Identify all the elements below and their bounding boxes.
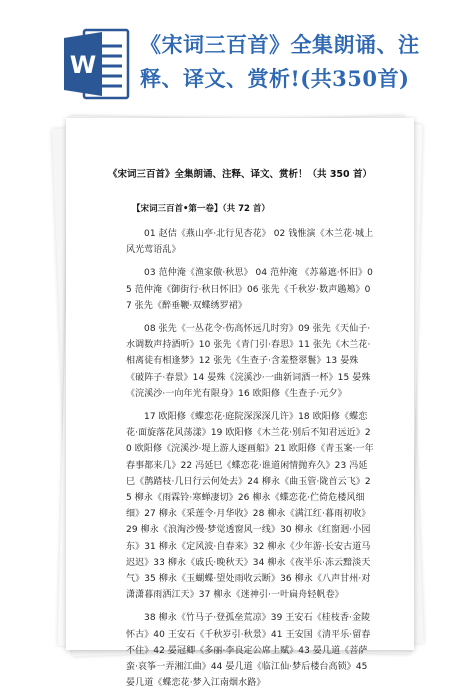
- document-title: 《宋词三百首》全集朗诵、注释、译文、赏析！（共 350 首）: [108, 169, 372, 180]
- section-heading: 【宋词三百首•第一卷】（共 72 首）: [132, 204, 270, 214]
- page-header: [0, 0, 474, 110]
- word-document-icon: [62, 24, 132, 104]
- paragraph: 08 张先《一丛花令·伤高怀远几时穷》09 张先《天仙子·水调数声持酒听》10 张先《青门引·春思》11 张先《木兰花·相离徒有相逢梦》12 张先《生查子·含羞整翠鬟》13 晏殊《破阵子·春景》14 晏殊《浣溪沙·一曲新词酒一杯》15 晏殊《浣溪沙·一向年光有限身》16 欧阳修《生查子·元夕》: [126, 324, 371, 399]
- paragraph: 03 范仲淹《渔家傲·秋思》 04 范仲淹 《苏幕遮·怀旧》05 范仲淹《御街行·秋日怀旧》06 张先《千秋岁·数声鶗鴂》07 张先《醉垂鞭·双蝶绣罗裙》: [126, 268, 373, 311]
- word-icon-letter: W: [69, 51, 97, 79]
- document-body: [126, 226, 374, 698]
- paragraph: 01 赵佶《燕山亭·北行见杏花》 02 钱惟演《木兰花·城上风光莺语乱》: [126, 229, 374, 256]
- document-preview[interactable]: [60, 118, 420, 689]
- paragraph: 38 柳永《竹马子·登孤垒荒凉》39 王安石《桂枝香·金陵怀古》40 王安石《千秋岁引·秋景》41 王安国《清平乐·留春不住》42 晏冠卿《多丽·李良定公席上赋》43 晏几道《菩萨蛮·哀筝一弄湘江曲》44 晏几道《临江仙·梦后楼台高锁》45 晏几道《蝶恋花·梦入江南烟水路》: [126, 613, 371, 689]
- paragraph: 17 欧阳修《蝶恋花·庭院深深深几许》18 欧阳修《蝶恋花·面旋落花风荡漾》19 欧阳修《木兰花·别后不知君远近》20 欧阳修《浣溪沙·堤上游人逐画船》21 欧阳修《青玉案·一年春事都来几》22 冯延巳《蝶恋花·谁道闲情抛弃久》23 冯延巳《鹊踏枝·几日行云何处去》24 柳永《曲玉管·陇首云飞》25 柳永《雨霖铃·寒蝉凄切》26 柳永《蝶恋花·伫倚危楼风细细》27 柳永《采莲令·月华收》28 柳永《满江红·暮雨初收》29 柳永《浪淘沙慢·梦觉透窗风一线》30 柳永《红窗迥·小园东》31 柳永《定风波·自春来》32 柳永《少年游·长安古道马迟迟》33 柳永《戚氏·晚秋天》34 柳永《夜半乐·冻云黯淡天气》35 柳永《玉蝴蝶·望处雨收云断》36 柳永《八声甘州·对潇潇暮雨洒江天》37 柳永《迷神引·一叶扁舟轻帆卷》: [126, 412, 374, 601]
- page-title: 《宋词三百首》全集朗诵、注释、译文、赏析!(共350首): [140, 32, 420, 91]
- document-page: [66, 118, 414, 689]
